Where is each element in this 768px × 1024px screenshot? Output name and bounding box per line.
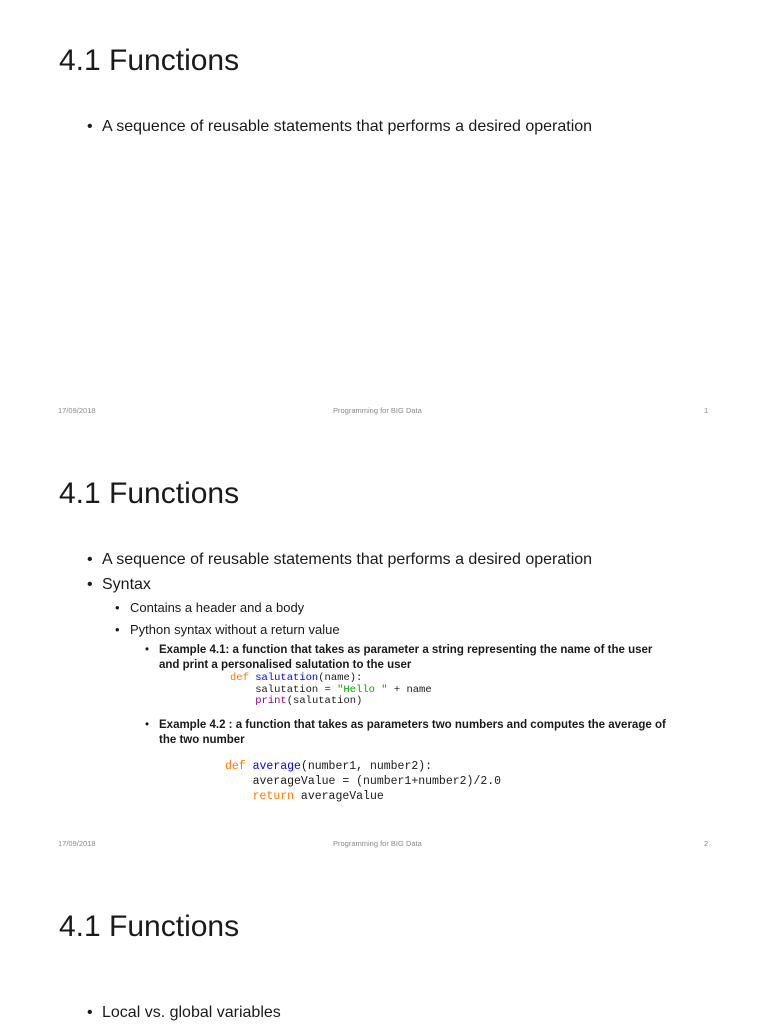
slide-title: 4.1 Functions [59, 44, 240, 77]
example-text-line-1: Example 4.1: a function that takes as parameter a string representing the name of the user [159, 644, 653, 656]
example-text-line-2: the two number [159, 734, 245, 746]
code-keyword: def [225, 760, 246, 773]
footer-page-number: 2 [704, 839, 709, 848]
sub-bullet-text: Python syntax without a return value [130, 622, 340, 637]
bullet-dot: • [87, 118, 93, 135]
slide-title: 4.1 Functions [59, 910, 240, 943]
slide-title: 4.1 Functions [59, 477, 240, 510]
code-params: (name): [318, 672, 363, 684]
example-text-line-2: and print a personalised salutation to the user [159, 659, 412, 671]
bullet-dot: • [115, 622, 120, 637]
slide-1 [0, 0, 768, 432]
code-params: (number1, number2): [300, 760, 433, 773]
footer-course: Programming for BIG Data [333, 839, 422, 848]
code-text: averageValue [294, 790, 384, 803]
code-keyword: def [230, 672, 249, 684]
code-function-name: salutation [255, 672, 319, 684]
bullet-text: A sequence of reusable statements that performs a desired operation [102, 118, 593, 135]
code-text: (salutation) [286, 695, 363, 707]
code-block [230, 673, 432, 708]
code-text: + name [387, 683, 432, 696]
code-keyword: return [252, 790, 295, 803]
bullet-dot: • [87, 551, 93, 568]
bullet-dot: • [145, 644, 150, 656]
bullet-dot: • [87, 576, 93, 593]
footer-page-number: 1 [704, 406, 709, 415]
slide-3 [0, 864, 768, 1024]
footer-date: 17/09/2018 [58, 839, 96, 848]
bullet-dot: • [115, 600, 120, 615]
footer-course: Programming for BIG Data [333, 406, 422, 415]
footer-date: 17/09/2018 [58, 406, 96, 415]
bullet-dot: • [145, 719, 150, 731]
code-text: salutation = [230, 683, 338, 696]
code-builtin: print [255, 695, 287, 707]
example-text-line-1: Example 4.2 : a function that takes as parameters two numbers and computes the average of [159, 719, 666, 731]
code-string: "Hello " [337, 683, 388, 696]
code-text: averageValue = (number1+number2)/2.0 [225, 775, 502, 788]
bullet-text: Syntax [102, 576, 151, 593]
sub-bullet-text: Contains a header and a body [130, 600, 305, 615]
code-block [225, 759, 501, 804]
slide-2 [0, 432, 768, 864]
code-function-name: average [252, 760, 301, 773]
bullet-text: A sequence of reusable statements that performs a desired operation [102, 551, 593, 568]
bullet-dot: • [87, 1004, 93, 1021]
bullet-text: Local vs. global variables [102, 1004, 281, 1021]
